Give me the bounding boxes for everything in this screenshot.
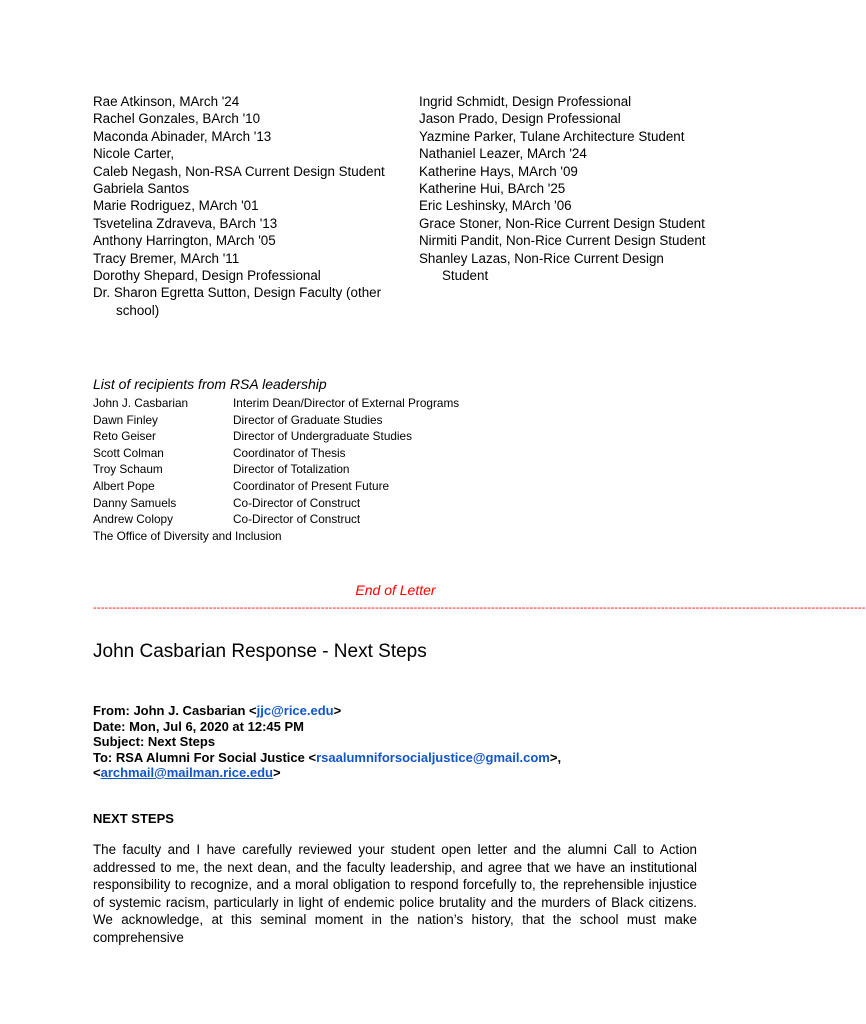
signatory-name: Tracy Bremer, MArch '11 xyxy=(93,250,240,266)
signatory-name: Dorothy Shepard, Design Professional xyxy=(93,268,321,284)
signatories-column-right xyxy=(419,93,709,284)
from-email-link[interactable]: jjc@rice.edu xyxy=(256,703,334,718)
signatories-column-left xyxy=(93,93,393,319)
recipient-row xyxy=(93,395,459,412)
recipient-name: Reto Geiser xyxy=(93,429,156,444)
signatory-name: Dr. Sharon Egretta Sutton, Design Faculty (other school) xyxy=(93,285,382,318)
recipient-row xyxy=(93,412,459,429)
from-label: From: John J. Casbarian < xyxy=(93,703,257,718)
email-from-line xyxy=(93,703,698,719)
recipient-name: Andrew Colopy xyxy=(93,512,173,527)
signatory-name: Katherine Hui, BArch '25 xyxy=(419,181,566,197)
cc-close: > xyxy=(272,765,281,780)
signatory-name: Nicole Carter, xyxy=(93,146,175,162)
to-label: To: RSA Alumni For Social Justice < xyxy=(93,749,317,765)
recipient-row xyxy=(93,511,459,528)
signatory-name: Nathaniel Leazer, MArch '24 xyxy=(419,146,587,162)
recipient-office: The Office of Diversity and Inclusion xyxy=(93,528,282,543)
recipient-role: Director of Graduate Studies xyxy=(233,412,383,427)
recipient-role: Co-Director of Construct xyxy=(233,495,361,510)
email-date-line: Date: Mon, Jul 6, 2020 at 12:45 PM xyxy=(93,718,304,734)
signatory-name: Ingrid Schmidt, Design Professional xyxy=(419,94,632,109)
email-header xyxy=(93,703,698,781)
recipient-role: Co-Director of Construct xyxy=(233,512,361,527)
signatory-name: Grace Stoner, Non-Rice Current Design Student xyxy=(419,215,705,231)
signatory-name: Rachel Gonzales, BArch '10 xyxy=(93,111,261,127)
recipient-row xyxy=(93,495,459,512)
cc-email-link[interactable]: archmail@mailman.rice.edu xyxy=(100,765,273,780)
recipients-table xyxy=(93,395,459,544)
recipient-name: Danny Samuels xyxy=(93,495,177,510)
to-separator: >, xyxy=(549,749,562,765)
end-of-letter-label: End of Letter xyxy=(355,582,436,598)
recipient-row xyxy=(93,445,459,462)
recipient-role: Director of Totalization xyxy=(233,462,350,477)
signatory-name: Jason Prado, Design Professional xyxy=(419,111,621,127)
recipient-row xyxy=(93,461,459,478)
email-cc-line xyxy=(93,765,698,781)
dashed-divider: -------------------------------------------------------------------------------------------------------------------------------------------------------------------------------------------------------- xyxy=(93,602,866,614)
recipient-name: Albert Pope xyxy=(93,478,155,493)
to-email-link[interactable]: rsaalumniforsocialjustice@gmail.com xyxy=(316,749,550,765)
signatory-name: Tsvetelina Zdraveva, BArch '13 xyxy=(93,215,278,231)
recipient-role: Coordinator of Thesis xyxy=(233,445,346,460)
recipient-name: Troy Schaum xyxy=(93,462,163,477)
signatory-name: Caleb Negash, Non-RSA Current Design Student xyxy=(93,163,385,179)
signatory-name: Maconda Abinader, MArch '13 xyxy=(93,128,272,144)
signatory-name: Rae Atkinson, MArch '24 xyxy=(93,94,240,109)
signatory-name: Katherine Hays, MArch '09 xyxy=(419,163,578,179)
recipient-name: Scott Colman xyxy=(93,445,164,460)
email-to-line xyxy=(93,750,698,766)
recipient-role: Coordinator of Present Future xyxy=(233,478,390,493)
cc-open: < xyxy=(93,765,101,780)
signatory-name: Shanley Lazas, Non-Rice Current Design Student xyxy=(419,250,664,284)
recipient-role: Director of Undergraduate Studies xyxy=(233,429,413,444)
signatory-name: Eric Leshinsky, MArch '06 xyxy=(419,198,572,214)
signatory-name: Nirmiti Pandit, Non-Rice Current Design Student xyxy=(419,233,706,249)
from-close: > xyxy=(333,703,342,718)
signatory-name: Anthony Harrington, MArch '05 xyxy=(93,233,276,249)
recipient-row xyxy=(93,428,459,445)
recipient-name: John J. Casbarian xyxy=(93,396,189,410)
recipient-row xyxy=(93,478,459,495)
next-steps-heading: NEXT STEPS xyxy=(93,811,174,826)
signatory-name: Marie Rodriguez, MArch '01 xyxy=(93,198,259,214)
recipient-role: Interim Dean/Director of External Programs xyxy=(233,396,460,410)
email-subject-line: Subject: Next Steps xyxy=(93,734,216,749)
recipient-name: Dawn Finley xyxy=(93,412,158,427)
section-heading: John Casbarian Response - Next Steps xyxy=(93,641,427,662)
body-paragraph: The faculty and I have carefully reviewed your student open letter and the alumni Call to Action addressed to me, the next dean, and the faculty leadership, and agree that we have an institutional responsibility to recognize, and a moral obligation to respond forcefully to, the reprehensible injustice of systemic racism, particularly in light of endemic police brutality and the murders of Black citizens. We acknowledge, at this seminal moment in the nation’s history, that the school must make comprehensive xyxy=(93,842,697,945)
signatory-name: Yazmine Parker, Tulane Architecture Student xyxy=(419,128,685,144)
recipients-title: List of recipients from RSA leadership xyxy=(93,376,327,392)
signatory-name: Gabriela Santos xyxy=(93,181,190,197)
